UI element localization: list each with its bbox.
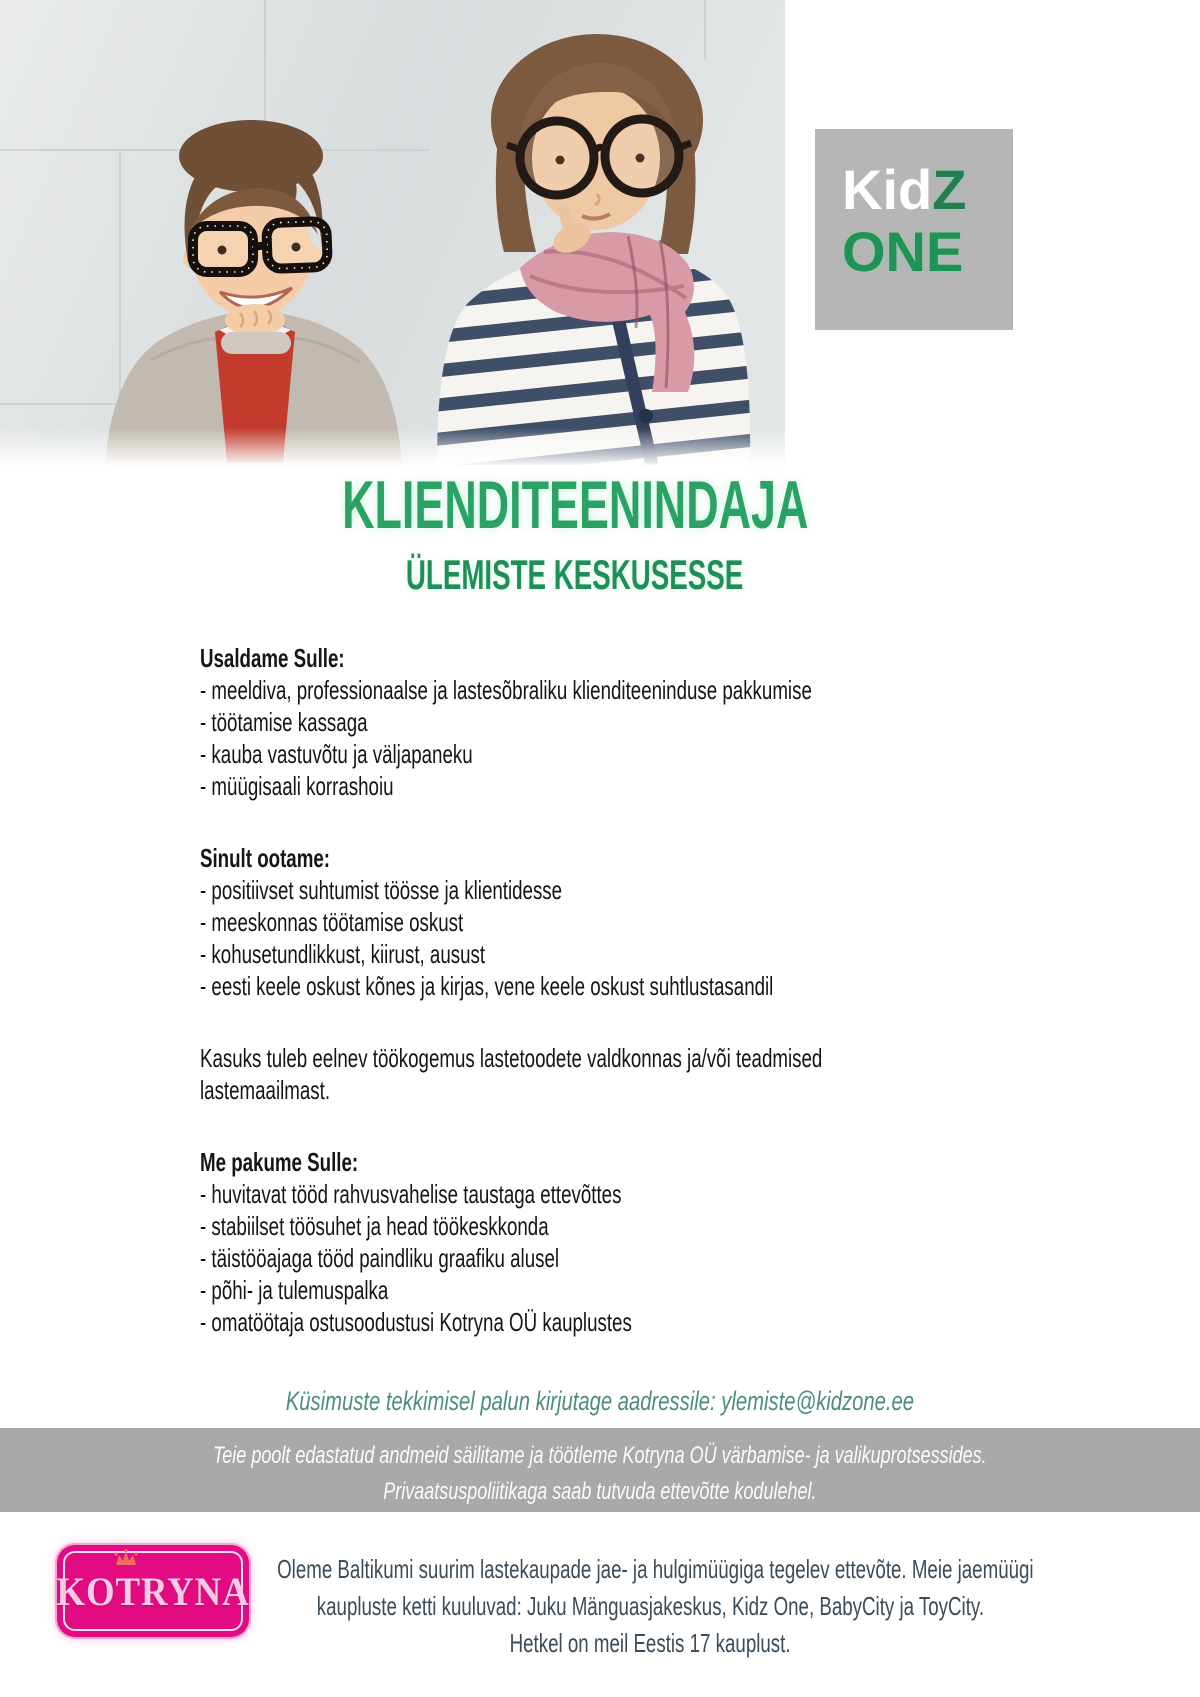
bullet-item: - stabiilset töösuhet ja head töökeskkonda [200,1211,549,1241]
bullet-item: - töötamise kassaga [200,707,368,737]
bullet-item: - eesti keele oskust kõnes ja kirjas, vene keele oskust suhtlustasandil [200,971,774,1001]
bullet-item: - huvitavat tööd rahvusvahelise taustaga ettevõttes [200,1179,622,1209]
privacy-line-2-wrap [0,1475,1200,1511]
section-heading: Usaldame Sulle: [200,643,345,673]
logo-z-text: Z [932,158,967,221]
section-usaldame [200,642,927,802]
bullet-item: - meeskonnas töötamise oskust [200,907,464,937]
kotryna-logo-text: KOTRYNA [56,1568,250,1614]
company-line-2: kaupluste ketti kuuluvad: Juku Mänguasjakeskus, Kidz One, BabyCity ja ToyCity. [316,1591,984,1621]
privacy-bar [0,1428,1200,1512]
job-description [200,642,927,1378]
kidzone-logo-line1 [842,159,1013,221]
company-line-1: Oleme Baltikumi suurim lastekaupade jae- ja hulgimüügiga tegelev ettevõte. Meie jaemüügi [277,1554,1034,1584]
company-description [130,1553,1170,1664]
bullet-item: - täistööajaga tööd paindliku graafiku alusel [200,1243,560,1273]
kidzone-logo [815,129,1013,330]
privacy-line-1: Teie poolt edastatud andmeid säilitame ja töötleme Kotryna OÜ värbamise- ja valikuprotsessides. [213,1442,987,1469]
contact-line-wrap [0,1386,1200,1417]
page-subtitle-wrap [0,551,1150,599]
section-heading: Me pakume Sulle: [200,1147,359,1177]
contact-email-line: Küsimuste tekkimisel palun kirjutage aadressile: ylemiste@kidzone.ee [285,1386,915,1416]
section-me-pakume [200,1146,927,1338]
bullet-item: - meeldiva, professionaalse ja lastesõbraliku klienditeeninduse pakkumise [200,675,812,705]
experience-note: Kasuks tuleb eelnev töökogemus lastetoodete valdkonnas ja/või teadmised lastemaailmast. [200,1043,823,1105]
page-title-wrap [0,466,1150,544]
logo-kid-text: Kid [842,158,933,221]
company-line-1-wrap [130,1553,1170,1590]
page-title: KLIENDITEENINDAJA [341,467,809,543]
company-line-3: Hetkel on meil Eestis 17 kauplust. [509,1628,791,1658]
children-photo [0,0,785,465]
privacy-line-2: Privaatsuspoliitikaga saab tutvuda ettevõtte kodulehel. [383,1478,817,1505]
company-line-3-wrap [130,1627,1170,1664]
privacy-line-1-wrap [0,1439,1200,1475]
bullet-item: - omatöötaja ostusoodustusi Kotryna OÜ kauplustes [200,1307,632,1337]
bullet-item: - põhi- ja tulemuspalka [200,1275,389,1305]
logo-one-text: ONE [842,220,964,283]
company-line-2-wrap [130,1590,1170,1627]
children-photo-illustration [0,0,785,465]
section-sinult-ootame [200,842,927,1002]
bullet-item: - positiivset suhtumist töösse ja klientidesse [200,875,563,905]
bullet-item: - kauba vastuvõtu ja väljapaneku [200,739,473,769]
section-heading: Sinult ootame: [200,843,331,873]
bullet-item: - müügisaali korrashoiu [200,771,394,801]
bullet-item: - kohusetundlikkust, kiirust, ausust [200,939,486,969]
page-subtitle: ÜLEMISTE KESKUSESSE [406,551,744,598]
